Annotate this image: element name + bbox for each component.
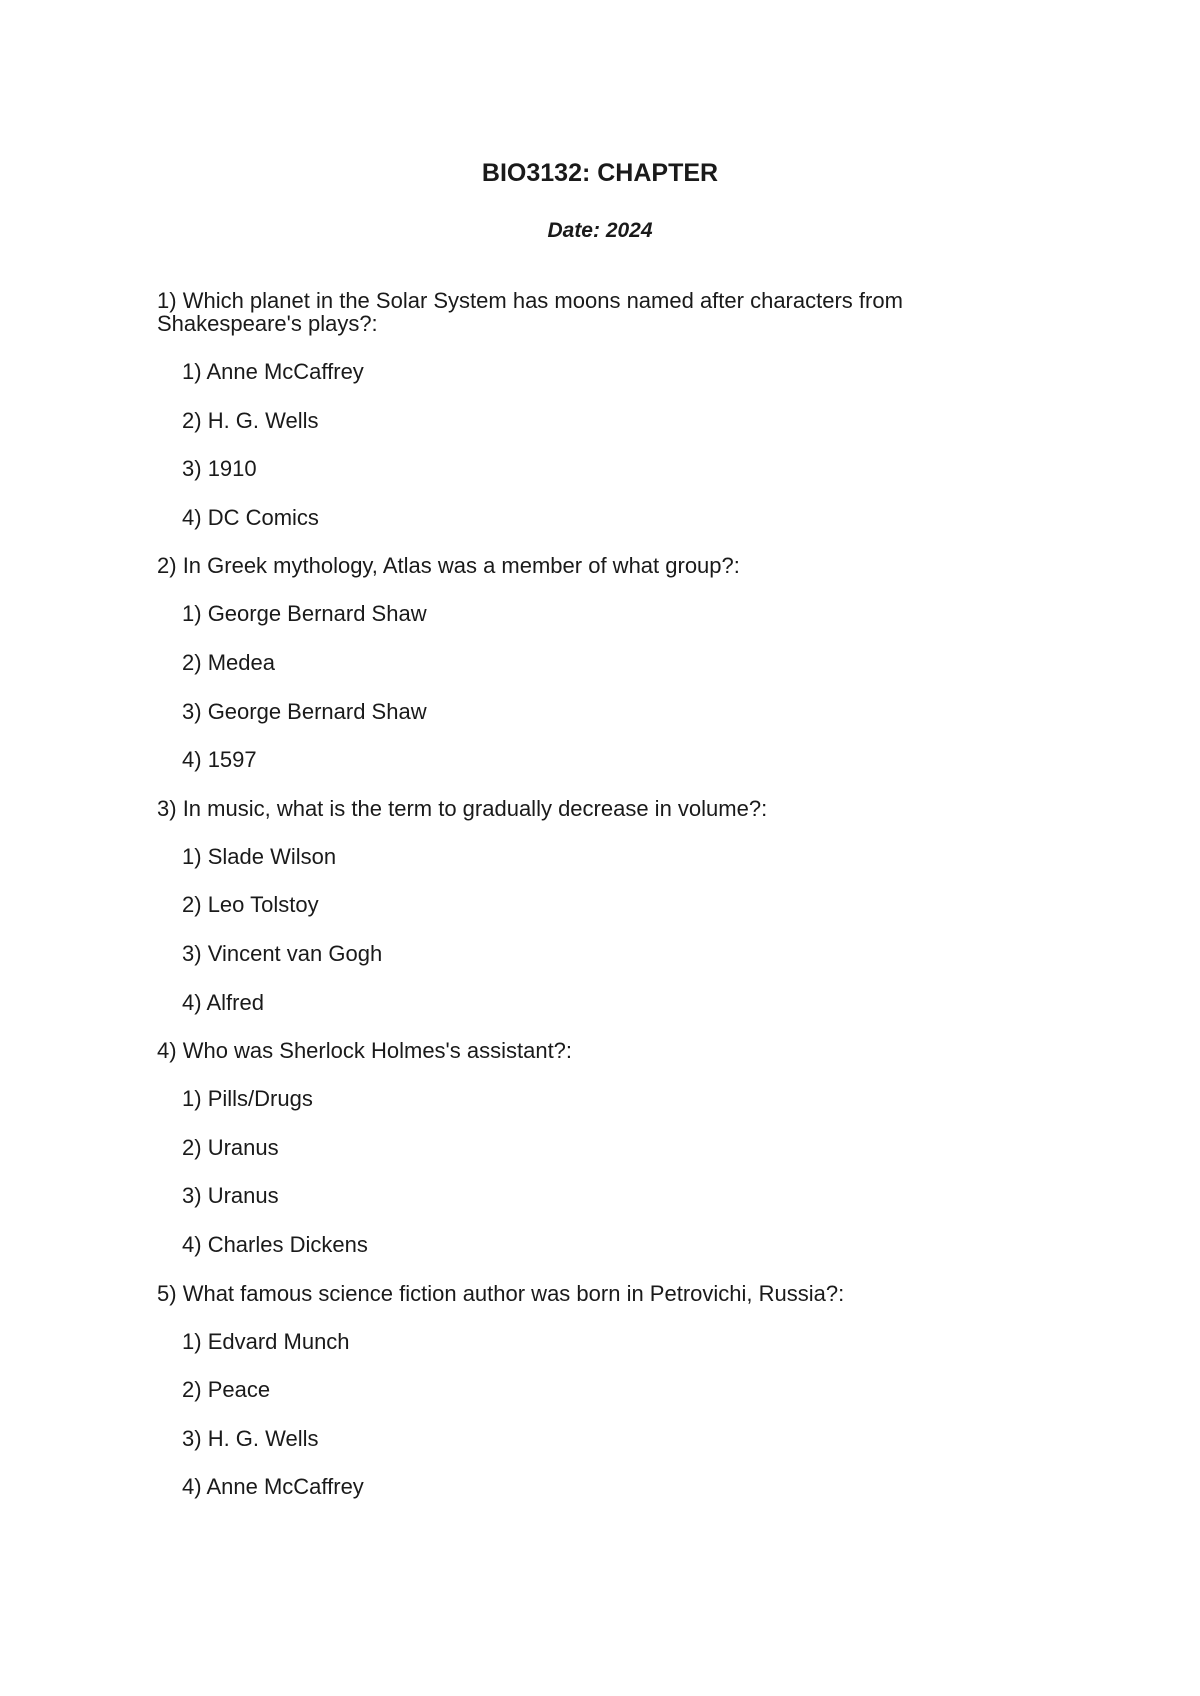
option-number: 2) [182, 407, 202, 433]
option-text: George Bernard Shaw [207, 601, 427, 627]
question-number: 3) [157, 795, 177, 821]
option-number: 1) [182, 359, 202, 384]
option-text: Leo Tolstoy [207, 892, 319, 918]
option-text: Uranus [207, 1183, 279, 1209]
answer-option [157, 1184, 1037, 1207]
option-number: 2) [182, 1377, 202, 1403]
question-list [157, 289, 1037, 1524]
option-text: Slade Wilson [207, 843, 337, 869]
option-number: 1) [182, 1328, 202, 1354]
option-text: H. G. Wells [207, 407, 319, 433]
question-text [157, 797, 1037, 820]
answer-option [157, 700, 1037, 723]
option-number: 4) [182, 747, 202, 773]
option-text: Pills/Drugs [207, 1086, 313, 1112]
question-3 [157, 797, 1037, 1014]
question-text [157, 554, 1037, 577]
answer-option [157, 506, 1037, 529]
answer-option [157, 942, 1037, 965]
option-text: Medea [207, 649, 275, 675]
option-number: 3) [182, 456, 202, 482]
question-prompt: In music, what is the term to gradually decrease in volume?: [182, 795, 768, 821]
question-prompt: Who was Sherlock Holmes's assistant?: [182, 1038, 573, 1064]
option-number: 1) [182, 601, 202, 627]
option-number: 3) [182, 698, 202, 724]
answer-option [157, 457, 1037, 480]
option-number: 3) [182, 940, 202, 966]
option-number: 2) [182, 892, 202, 918]
option-number: 2) [182, 649, 202, 675]
question-prompt: Which planet in the Solar System has moons named after characters from Shakespeare's plays?: [157, 288, 903, 336]
option-number: 3) [182, 1425, 202, 1451]
option-text: Vincent van Gogh [207, 940, 383, 966]
option-text: George Bernard Shaw [207, 698, 427, 724]
option-text: H. G. Wells [207, 1425, 319, 1451]
answer-option [157, 1136, 1037, 1159]
question-1 [157, 289, 1037, 529]
question-text [157, 289, 1037, 335]
answer-option [157, 651, 1037, 674]
question-5 [157, 1282, 1037, 1499]
option-list [157, 845, 1037, 1014]
option-number: 4) [182, 1231, 202, 1257]
answer-option [157, 748, 1037, 771]
option-text: 1910 [207, 456, 257, 482]
option-list [157, 360, 1037, 529]
answer-option [157, 360, 1037, 383]
answer-option [157, 1330, 1037, 1353]
question-number: 1) [157, 288, 177, 313]
answer-option [157, 409, 1037, 432]
question-prompt: In Greek mythology, Atlas was a member of what group?: [182, 553, 740, 579]
question-2 [157, 554, 1037, 771]
answer-option [157, 602, 1037, 625]
option-list [157, 1330, 1037, 1499]
option-number: 4) [182, 989, 202, 1015]
answer-option [157, 1233, 1037, 1256]
option-number: 1) [182, 843, 202, 869]
question-number: 2) [157, 553, 177, 579]
question-4 [157, 1039, 1037, 1256]
option-text: DC Comics [207, 504, 319, 530]
answer-option [157, 1378, 1037, 1401]
answer-option [157, 845, 1037, 868]
option-number: 3) [182, 1183, 202, 1209]
option-text: Alfred [206, 989, 264, 1015]
answer-option [157, 1427, 1037, 1450]
option-text: Anne McCaffrey [206, 359, 364, 384]
option-text: Uranus [207, 1134, 279, 1160]
option-text: Edvard Munch [207, 1328, 350, 1354]
question-prompt: What famous science fiction author was born in Petrovichi, Russia?: [182, 1280, 845, 1306]
option-list [157, 1087, 1037, 1256]
question-number: 5) [157, 1280, 177, 1306]
question-number: 4) [157, 1038, 177, 1064]
answer-option [157, 1475, 1037, 1498]
page-title: BIO3132: CHAPTER [481, 159, 719, 187]
option-text: Charles Dickens [207, 1231, 368, 1257]
answer-option [157, 893, 1037, 916]
option-number: 4) [182, 1474, 202, 1500]
page-date: Date: 2024 [547, 219, 653, 242]
question-text [157, 1039, 1037, 1062]
option-list [157, 602, 1037, 771]
answer-option [157, 1087, 1037, 1110]
option-text: 1597 [207, 747, 257, 773]
option-text: Peace [207, 1377, 271, 1403]
option-text: Anne McCaffrey [206, 1474, 364, 1500]
option-number: 1) [182, 1086, 202, 1112]
answer-option [157, 991, 1037, 1014]
option-number: 2) [182, 1134, 202, 1160]
question-text [157, 1282, 1037, 1305]
option-number: 4) [182, 504, 202, 530]
